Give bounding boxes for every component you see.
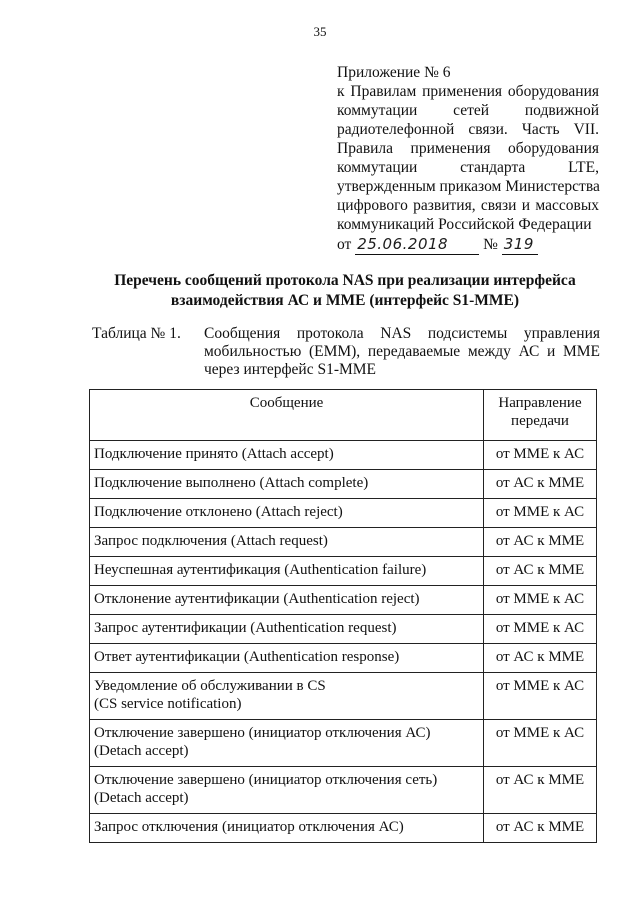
order-date: 25.06.2018: [355, 235, 479, 255]
direction-cell: от АС к MME: [484, 814, 597, 843]
table-row: [90, 644, 597, 673]
table-row: [90, 557, 597, 586]
appendix-line: Правила применения оборудования: [337, 140, 599, 157]
table-row: [90, 615, 597, 644]
messages-table: [89, 389, 597, 843]
direction-cell: от MME к АС: [484, 586, 597, 615]
table-caption-label: Таблица № 1.: [92, 325, 181, 342]
direction-cell: от MME к АС: [484, 499, 597, 528]
message-cell: Уведомление об обслуживании в CS (CS service notification): [90, 673, 484, 720]
message-cell: Ответ аутентификации (Authentication response): [90, 644, 484, 673]
appendix-line: к Правилам применения оборудования: [337, 83, 599, 100]
table-row: [90, 673, 597, 720]
table-caption-text: Сообщения протокола NAS подсистемы управления мобильностью (EMM), передаваемые между АС и MME через интерфейс S1-MME: [204, 325, 600, 378]
header-message: Сообщение: [90, 390, 484, 441]
direction-cell: от MME к АС: [484, 720, 597, 767]
table-row: [90, 586, 597, 615]
table-header-row: [90, 390, 597, 441]
table-row: [90, 720, 597, 767]
direction-cell: от АС к MME: [484, 470, 597, 499]
order-line: [337, 235, 599, 255]
direction-cell: от АС к MME: [484, 557, 597, 586]
appendix-line: радиотелефонной связи. Часть VII.: [337, 121, 599, 138]
table-caption: [92, 325, 600, 379]
appendix-line: утвержденным приказом Министерства: [337, 178, 600, 195]
page-number: 35: [313, 24, 327, 39]
title-line-2: взаимодействия АС и MME (интерфейс S1-MME): [170, 292, 520, 309]
message-cell: Подключение принято (Attach accept): [90, 441, 484, 470]
table-row: [90, 814, 597, 843]
message-cell: Неуспешная аутентификация (Authentication failure): [90, 557, 484, 586]
appendix-line: коммуникаций Российской Федерации: [337, 216, 592, 233]
title-line-1: Перечень сообщений протокола NAS при реализации интерфейса: [114, 272, 576, 289]
message-cell: Запрос подключения (Attach request): [90, 528, 484, 557]
page-title: [90, 271, 600, 311]
table-row: [90, 528, 597, 557]
table-row: [90, 470, 597, 499]
message-cell: Отключение завершено (инициатор отключения сеть) (Detach accept): [90, 767, 484, 814]
table-row: [90, 441, 597, 470]
message-cell: Запрос отключения (инициатор отключения АС): [90, 814, 484, 843]
appendix-line: коммутации стандарта LTE,: [337, 159, 599, 176]
table-row: [90, 499, 597, 528]
direction-cell: от АС к MME: [484, 644, 597, 673]
header-direction: Направление передачи: [484, 390, 597, 441]
direction-cell: от АС к MME: [484, 528, 597, 557]
message-cell: Отключение завершено (инициатор отключения АС) (Detach accept): [90, 720, 484, 767]
direction-cell: от MME к АС: [484, 673, 597, 720]
direction-cell: от MME к АС: [484, 615, 597, 644]
order-prefix: от: [337, 236, 352, 253]
appendix-header: [337, 63, 599, 255]
order-number-label: №: [483, 236, 498, 253]
appendix-line: цифрового развития, связи и массовых: [337, 197, 599, 214]
order-number: 319: [502, 235, 538, 255]
appendix-line: коммутации сетей подвижной: [337, 102, 599, 119]
message-cell: Подключение выполнено (Attach complete): [90, 470, 484, 499]
appendix-line: Приложение № 6: [337, 64, 451, 81]
table-row: [90, 767, 597, 814]
message-cell: Запрос аутентификации (Authentication request): [90, 615, 484, 644]
direction-cell: от MME к АС: [484, 441, 597, 470]
message-cell: Отклонение аутентификации (Authentication reject): [90, 586, 484, 615]
direction-cell: от АС к MME: [484, 767, 597, 814]
message-cell: Подключение отклонено (Attach reject): [90, 499, 484, 528]
